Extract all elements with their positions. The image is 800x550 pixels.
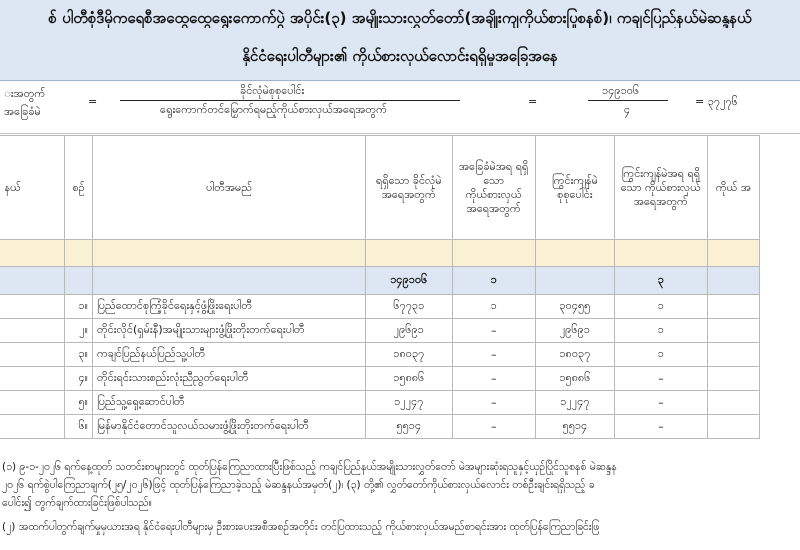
spacer-row	[0, 240, 760, 267]
col-total-seats: ကိုယ် အ	[707, 136, 759, 240]
col-remainder-seats: ကြွင်းကျန်မဲအရ ရရှိသော ကိုယ်စားလှယ် အရေအတွက်	[614, 136, 707, 240]
total-row	[0, 267, 760, 295]
row-party: မြန်မာနိုင်ငံတောင်သူလယ်သမားဖွံ့ဖြိုးတိုးတက်ရေးပါတီ	[92, 415, 365, 439]
row-party: ပြည်သူ့ရှေ့ဆောင်ပါတီ	[92, 391, 365, 415]
page-header	[0, 0, 800, 81]
value-fraction-line	[588, 100, 668, 101]
row-seq: ၆။	[65, 415, 93, 439]
row-party: တိုင်းရင်းသားစည်းလုံးညီညွတ်ရေးပါတီ	[92, 367, 365, 391]
row-valid-votes: ၂၉၆၉၁	[366, 319, 452, 343]
row-party: ပြည်ထောင်စုကြံ့ခိုင်ရေးနှင့်ဖွံ့ဖြိုးရေးပါတီ	[92, 295, 365, 319]
row-base-seats: –	[452, 343, 535, 367]
row-remainder-votes: ၅၅၁၄	[535, 415, 614, 439]
formula-equals-2: =	[528, 95, 538, 108]
row-seq: ၁။	[65, 295, 93, 319]
table-header-row	[0, 136, 760, 240]
formula-denominator: ရွေးကောက်တင်မြှောက်ရမည့်ကိုယ်စားလှယ်အရေအတွက်	[160, 103, 387, 116]
table-row	[0, 295, 760, 319]
page-subtitle: နိုင်ငံရေးပါတီများ၏ ကိုယ်စားလှယ်လောင်းရရှိမှုအခြေအနေ	[242, 47, 558, 65]
formula-label-line1: းအတွက်	[4, 87, 46, 100]
row-valid-votes: ၅၅၁၄	[366, 415, 452, 439]
row-remainder-seats: ၁	[614, 295, 707, 319]
col-party: ပါတီအမည်	[92, 136, 365, 240]
formula-num-value: ၁၄၉၁၀၆	[602, 84, 640, 97]
row-base-seats: –	[452, 367, 535, 391]
quota-formula	[0, 81, 800, 134]
row-base-seats: –	[452, 415, 535, 439]
table-row	[0, 319, 760, 343]
total-valid-votes: ၁၄၉၁၀၆	[366, 267, 452, 295]
fraction-line	[120, 100, 460, 101]
formula-label-line2: အခြေခံမဲ	[4, 105, 41, 118]
row-remainder-votes: ၁၈၀၃၇	[535, 343, 614, 367]
col-constituency: နယ်	[0, 136, 65, 240]
total-remainder-seats: ၃	[614, 267, 707, 295]
row-valid-votes: ၁၈၀၃၇	[366, 343, 452, 367]
formula-den-value: ၄	[624, 103, 631, 116]
row-remainder-seats: –	[614, 415, 707, 439]
row-seq: ၃။	[65, 343, 93, 367]
row-remainder-seats: ၁	[614, 319, 707, 343]
formula-equals: =	[88, 95, 98, 108]
note-line-3: ပေါင်း၍ တွက်ချက်ထားခြင်းဖြစ်ပါသည်။	[2, 497, 152, 509]
row-seq: ၅။	[65, 391, 93, 415]
row-valid-votes: ၁၅၈၈၆	[366, 367, 452, 391]
row-remainder-votes: ၁၅၈၈၆	[535, 367, 614, 391]
row-remainder-seats: ၁	[614, 343, 707, 367]
formula-result: = ၃၇၂၇၆	[695, 95, 738, 108]
table-row	[0, 415, 760, 439]
table-row	[0, 343, 760, 367]
col-remainder-votes: ကြွင်းကျန်မဲ စုစုပေါင်း	[535, 136, 614, 240]
total-base-seats: ၁	[452, 267, 535, 295]
col-valid-votes: ရရှိသော ခိုင်လုံမဲ အရေအတွက်	[366, 136, 452, 240]
row-remainder-seats: –	[614, 367, 707, 391]
row-base-seats: –	[452, 319, 535, 343]
row-seq: ၂။	[65, 319, 93, 343]
row-remainder-votes: ၃၀၄၅၅	[535, 295, 614, 319]
table-row	[0, 367, 760, 391]
row-party: ကချင်ပြည်နယ်ပြည်သူ့ပါတီ	[92, 343, 365, 367]
row-remainder-votes: ၁၂၂၄၇	[535, 391, 614, 415]
row-valid-votes: ၆၇၇၃၁	[366, 295, 452, 319]
row-party: တိုင်းလိုင်(ရှမ်းနီ)အမျိုးသားများဖွံ့ဖြိုးတိုးတက်ရေးပါတီ	[92, 319, 365, 343]
table-row	[0, 391, 760, 415]
row-base-seats: –	[452, 391, 535, 415]
formula-numerator: ခိုင်လုံမဲစုစုပေါင်း	[240, 84, 305, 97]
note-line-2: ၂၀၂၆ ရက်စွဲပါကြေညာချက်(၂၅/၂၀၂၆)ဖြင့် ထုတ်ပြန်ကြေညာခဲ့သည့် မဲဆန္ဒနယ်အမှတ်(၂)၊ (၃) တို့၏ လွှတ်တော်ကိုယ်စားလှယ်လောင်း တစ်ဦးချင်းရရှိသည့် ခ	[2, 479, 595, 491]
note-line-4: (၂) အထက်ပါတွက်ချက်မှုမှယားအရ နိုင်ငံရေးပါတီများမှ ဦးစားပေးအစီအစဉ်အတိုင်း တင်ပြထားသည့် ကိုယ်စားလှယ်အမည်စာရင်းအား ထုတ်ပြန်ကြေညာခြင်းဖြ	[2, 521, 600, 533]
row-base-seats: ၁	[452, 295, 535, 319]
col-base-seats: အခြေခံမဲအရ ရရှိသော ကိုယ်စားလှယ် အရေအတွက်	[452, 136, 535, 240]
row-remainder-votes: ၂၉၆၉၁	[535, 319, 614, 343]
row-seq: ၄။	[65, 367, 93, 391]
col-seq: စဉ်	[65, 136, 93, 240]
row-valid-votes: ၁၂၂၄၇	[366, 391, 452, 415]
results-table	[0, 135, 760, 439]
row-remainder-seats: –	[614, 391, 707, 415]
page-title: စ် ပါတီစုံဒီမိုကရေစီအထွေထွေရွေးကောက်ပွဲ အပိုင်း(၃) အမျိုးသားလွှတ်တော်(အချိုးကျကိုယ်စားပြုစနစ်)၊ ကချင်ပြည်နယ်မဲဆန္ဒနယ်	[48, 9, 752, 27]
note-line-1: (၁) ၉-၁-၂၀၂၆ ရက်နေ့ထုတ် သတင်းစာများတွင် ထုတ်ပြန်ကြေညာထားပြီးဖြစ်သည့် ကချင်ပြည်နယ်အမျိုးသားလွှတ်တော် မဲအများဆုံးရသူနှင့်ယှဉ်ပြိုင်သူစနစ် မဲဆန္ဒန	[2, 461, 617, 473]
total-constituency	[0, 267, 65, 295]
